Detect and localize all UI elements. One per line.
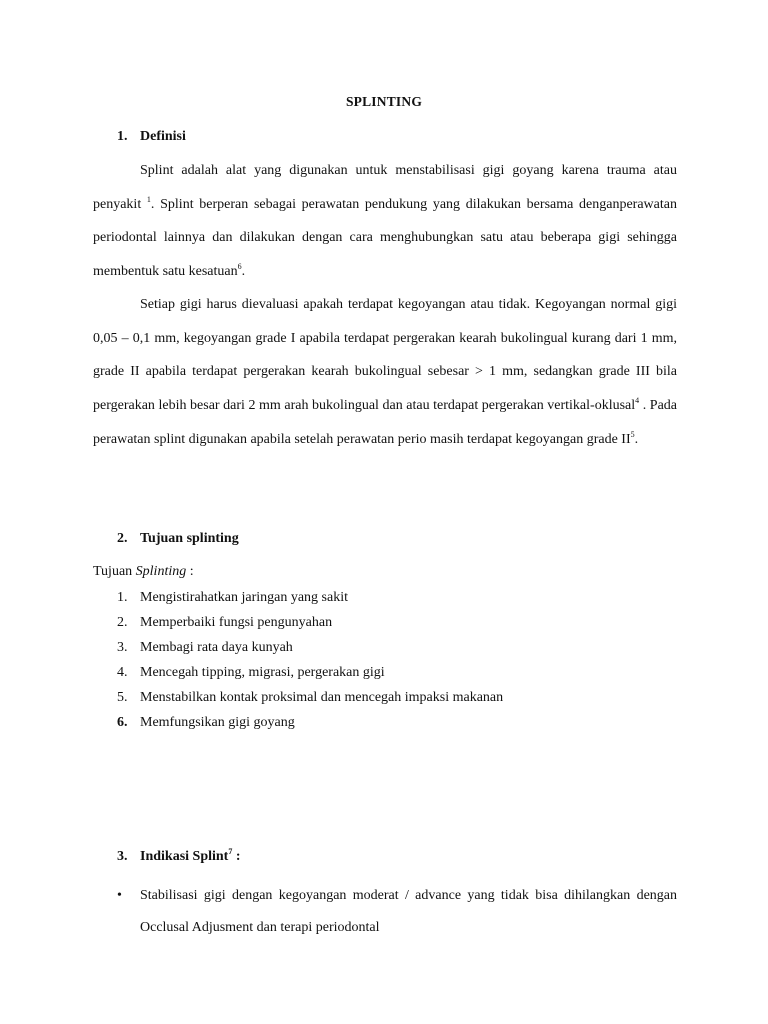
list-text: Mengistirahatkan jaringan yang sakit — [140, 590, 348, 605]
intro-emphasis: Splinting — [135, 564, 187, 579]
list-number: 4. — [117, 665, 128, 680]
tujuan-list — [117, 589, 503, 739]
footnote-ref: 6 — [237, 262, 242, 272]
list-text: Menstabilkan kontak proksimal dan mencegah impaksi makanan — [140, 690, 504, 705]
list-text: Mencegah tipping, migrasi, pergerakan gigi — [140, 665, 385, 680]
list-text: Memfungsikan gigi goyang — [140, 715, 295, 730]
section-title: Definisi — [140, 129, 186, 144]
section-number: 2. — [117, 531, 128, 546]
section-title: Tujuan splinting — [140, 531, 239, 546]
section-heading-tujuan — [117, 531, 239, 547]
section-title-suffix: : — [232, 849, 241, 864]
list-item — [117, 714, 503, 739]
intro-text: : — [186, 564, 194, 579]
paragraph-text: Splint adalah alat yang digunakan untuk menstabilisasi gigi goyang karena trauma atau penyakit — [93, 163, 677, 212]
paragraph-text: . — [634, 431, 639, 447]
list-number: 5. — [117, 690, 128, 705]
list-text: Membagi rata daya kunyah — [140, 640, 293, 655]
list-item — [117, 589, 503, 614]
list-item — [117, 639, 503, 664]
paragraph-text: Setiap gigi harus dievaluasi apakah terdapat kegoyangan atau tidak. Kegoyangan normal gigi 0,05 – 0,1 mm, kegoyangan grade I apabila terdapat pergerakan kearah bukolingual kurang dari 1 mm, grade II apabila terdapat pergerakan kearah bukolingual sebesar > 1 mm, sedangkan grade III bila pergerakan lebih besar dari 2 mm arah bukolingual dan atau terdapat pergerakan vertikal-oklusal — [93, 297, 677, 414]
list-item — [117, 689, 503, 714]
paragraph-text: . Splint berperan sebagai perawatan pendukung yang dilakukan bersama denganperawatan periodontal lainnya dan dilakukan dengan cara menghubungkan satu atau beberapa gigi sehingga membentuk satu kesatuan — [93, 196, 677, 280]
footnote-ref: 4 — [635, 396, 640, 406]
tujuan-intro — [93, 564, 194, 580]
section-number: 3. — [117, 849, 128, 864]
paragraph-definisi-2 — [93, 288, 677, 457]
paragraph-text: . Pada perawatan splint digunakan apabila setelah perawatan perio masih terdapat kegoyangan grade II — [93, 398, 677, 447]
list-text: Memperbaiki fungsi pengunyahan — [140, 615, 333, 630]
section-number: 1. — [117, 129, 128, 144]
list-number: 1. — [117, 590, 128, 605]
list-item — [117, 614, 503, 639]
footnote-ref: 1 — [146, 194, 151, 204]
footnote-ref: 5 — [630, 429, 635, 439]
section-title: Indikasi Splint — [140, 849, 229, 864]
document-title: SPLINTING — [345, 94, 423, 109]
section-heading-definisi — [117, 129, 186, 145]
footnote-ref: 7 — [228, 847, 233, 856]
list-number: 3. — [117, 640, 128, 655]
list-number: 2. — [117, 615, 128, 630]
list-number: 6. — [117, 715, 128, 730]
section-heading-indikasi — [117, 849, 241, 865]
indikasi-bullet-item — [117, 880, 677, 944]
paragraph-definisi-1 — [93, 154, 677, 289]
bullet-text: Stabilisasi gigi dengan kegoyangan moderat / advance yang tidak bisa dihilangkan dengan Occlusal Adjusment dan terapi periodontal — [140, 888, 677, 935]
intro-text: Tujuan — [93, 564, 136, 579]
list-item — [117, 664, 503, 689]
bullet-icon: • — [117, 888, 122, 903]
paragraph-text: . — [241, 264, 246, 280]
